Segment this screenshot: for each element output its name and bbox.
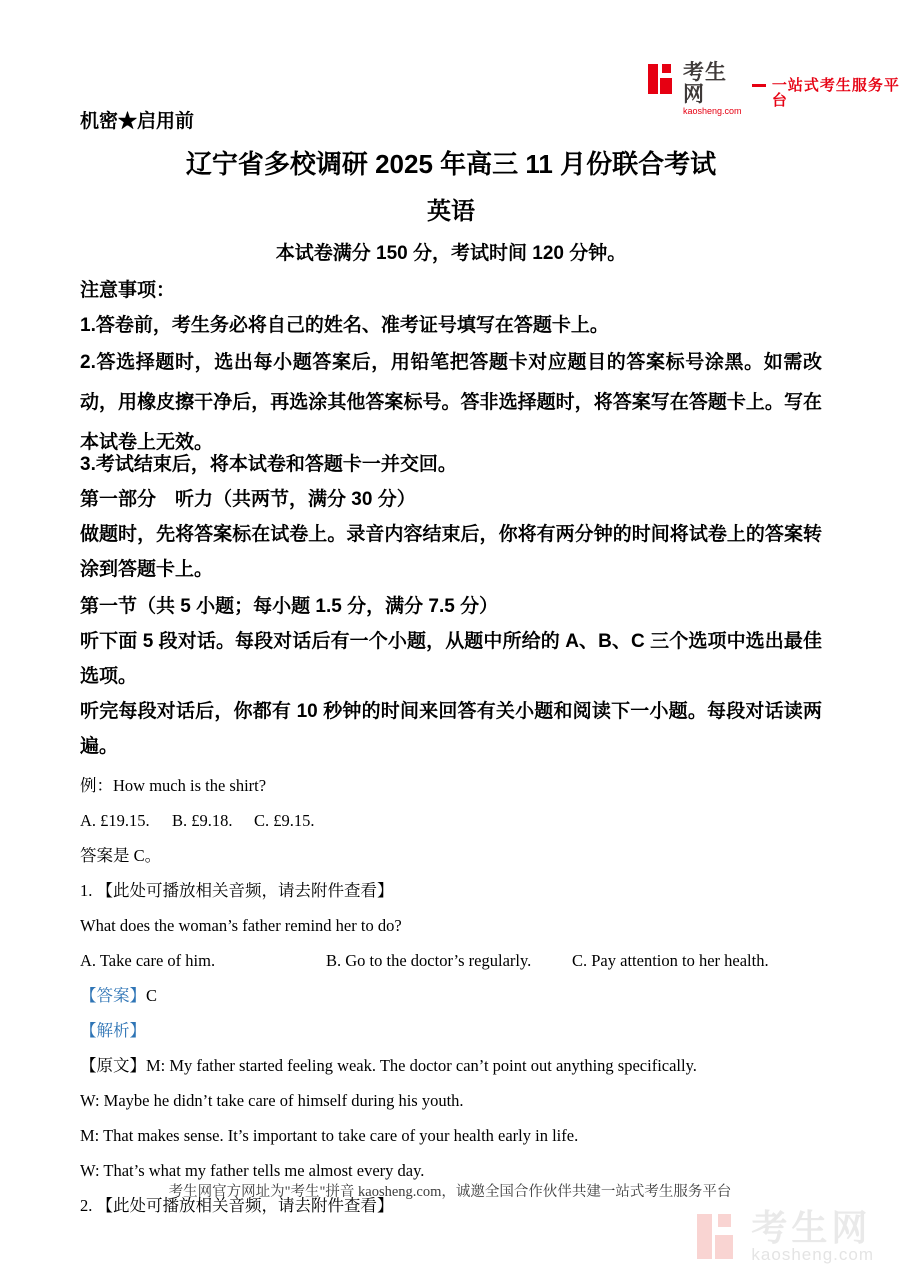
example-option-c: C. £9.15. <box>254 811 315 830</box>
transcript-line-3: M: That makes sense. It’s important to take care of your health early in life. <box>80 1126 579 1145</box>
example-question: 例：How much is the shirt? <box>80 776 267 795</box>
kaosheng-logo-icon <box>648 62 678 96</box>
watermark-name: 考生网 <box>751 1207 872 1248</box>
example-option-a: A. £19.15. <box>80 811 150 830</box>
part1-heading: 第一部分 听力（共两节，满分 30 分） <box>80 489 416 510</box>
classification-label: 机密★启用前 <box>80 111 195 132</box>
question1-options <box>80 943 822 978</box>
section1-instructions-2: 听完每段对话后，你都有 10 秒钟的时间来回答有关小题和阅读下一小题。每段对话读两遍。 <box>80 701 822 757</box>
question1-text: What does the woman’s father remind her to do? <box>80 916 402 935</box>
analysis-label: 【解析】 <box>80 1021 146 1040</box>
transcript-label: 【原文】 <box>80 1056 146 1075</box>
transcript-line-1 <box>80 1048 822 1083</box>
logo-domain: kaosheng.com <box>683 106 742 116</box>
logo-name: 考生网 <box>683 61 727 106</box>
question2-audio-note: 2. 【此处可播放相关音频，请去附件查看】 <box>80 1196 394 1215</box>
exam-subject: 英语 <box>427 198 475 225</box>
logo-tagline: 一站式考生服务平台 <box>771 77 900 109</box>
question1-option-b: B. Go to the doctor’s regularly. <box>326 951 532 970</box>
example-options <box>80 803 822 838</box>
logo-dash <box>752 84 766 87</box>
part1-intro: 做题时，先将答案标在试卷上。录音内容结束后，你将有两分钟的时间将试卷上的答案转涂到答题卡上。 <box>80 524 822 580</box>
note-item-2: 2.答选择题时，选出每小题答案后，用铅笔把答题卡对应题目的答案标号涂黑。如需改动，用橡皮擦干净后，再选涂其他答案标号。答非选择题时，将答案写在答题卡上。写在本试卷上无效。 <box>80 352 822 453</box>
note-item-1: 1.答卷前，考生务必将自己的姓名、准考证号填写在答题卡上。 <box>80 315 609 336</box>
question1-option-c: C. Pay attention to her health. <box>572 951 769 970</box>
transcript-text-1: M: My father started feeling weak. The doctor can’t point out anything specifically. <box>146 1056 697 1075</box>
question1-audio-note: 1. 【此处可播放相关音频，请去附件查看】 <box>80 881 394 900</box>
transcript-line-4: W: That’s what my father tells me almost every day. <box>80 1161 425 1180</box>
watermark-domain: kaosheng.com <box>751 1245 874 1264</box>
example-answer-note: 答案是 C。 <box>80 846 162 865</box>
section1-instructions-1: 听下面 5 段对话。每段对话后有一个小题，从题中所给的 A、B、C 三个选项中选出最佳选项。 <box>80 631 822 687</box>
exam-title: 辽宁省多校调研 2025 年高三 11 月份联合考试 <box>185 149 717 179</box>
notes-heading: 注意事项： <box>80 280 176 301</box>
exam-info: 本试卷满分 150 分，考试时间 120 分钟。 <box>275 243 627 264</box>
example-option-b: B. £9.18. <box>172 811 233 830</box>
footer-text: 考生网官方网址为"考生"拼音 kaosheng.com，诚邀全国合作伙伴共建一站式考生服务平台 <box>168 1184 732 1200</box>
note-item-3: 3.考试结束后，将本试卷和答题卡一并交回。 <box>80 454 457 475</box>
answer-value: C <box>146 986 158 1005</box>
kaosheng-watermark-icon <box>697 1211 743 1263</box>
answer-line <box>80 978 822 1013</box>
transcript-line-2: W: Maybe he didn’t take care of himself during his youth. <box>80 1091 464 1110</box>
answer-label: 【答案】 <box>80 986 146 1005</box>
section1-heading: 第一节（共 5 小题；每小题 1.5 分，满分 7.5 分） <box>80 596 499 617</box>
kaosheng-watermark <box>697 1207 874 1265</box>
analysis-line <box>80 1013 822 1048</box>
question1-option-a: A. Take care of him. <box>80 951 216 970</box>
